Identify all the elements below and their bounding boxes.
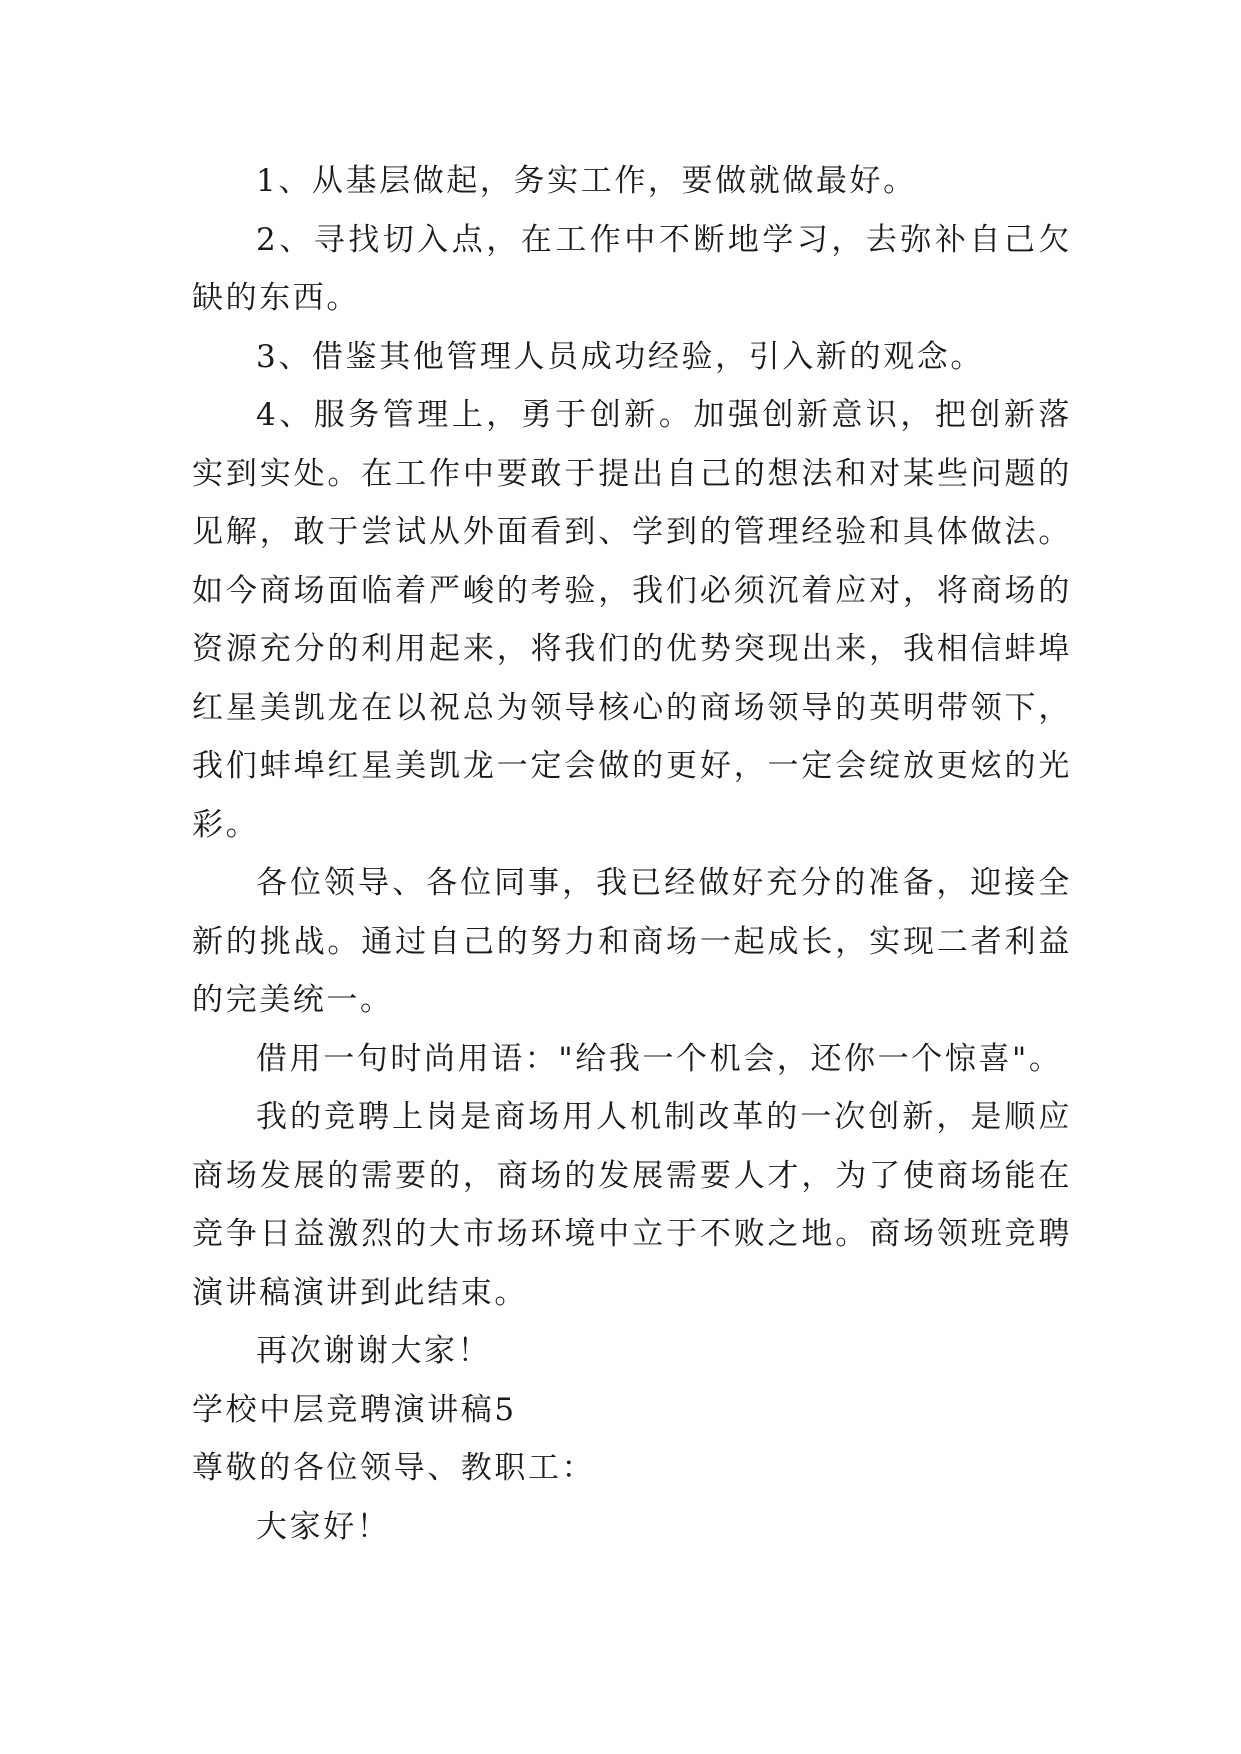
document-body [192,152,1072,1556]
greeting: 大家好！ [256,1508,391,1545]
paragraph-closing-appeal: 各位领导、各位同事，我已经做好充分的准备，迎接全新的挑战。通过自己的努力和商场一起成长，实现二者利益的完美统一。 [192,865,1072,1018]
paragraph-item-4: 4、服务管理上，勇于创新。加强创新意识，把创新落实到实处。在工作中要敢于提出自己的想法和对某些问题的见解，敢于尝试从外面看到、学到的管理经验和具体做法。如今商场面临着严峻的考验，我们必须沉着应对，将商场的资源充分的利用起来，将我们的优势突现出来，我相信蚌埠红星美凯龙在以祝总为领导核心的商场领导的英明带领下，我们蚌埠红星美凯龙一定会做的更好，一定会绽放更炫的光彩。 [192,397,1072,843]
paragraph-conclusion: 我的竞聘上岗是商场用人机制改革的一次创新，是顺应商场发展的需要的，商场的发展需要人才，为了使商场能在竞争日益激烈的大市场环境中立于不败之地。商场领班竞聘演讲稿演讲到此结束。 [192,1099,1072,1311]
salutation: 尊敬的各位领导、教职工： [192,1450,596,1486]
paragraph-thanks: 再次谢谢大家！ [256,1333,492,1369]
section-title: 学校中层竞聘演讲稿5 [192,1391,517,1428]
paragraph-item-1: 1、从基层做起，务实工作，要做就做最好。 [256,163,917,199]
paragraph-quote: 借用一句时尚用语："给我一个机会，还你一个惊喜"。 [256,1040,1063,1077]
paragraph-item-2: 2、寻找切入点，在工作中不断地学习，去弥补自己欠缺的东西。 [192,221,1072,316]
paragraph-item-3: 3、借鉴其他管理人员成功经验，引入新的观念。 [256,338,984,375]
